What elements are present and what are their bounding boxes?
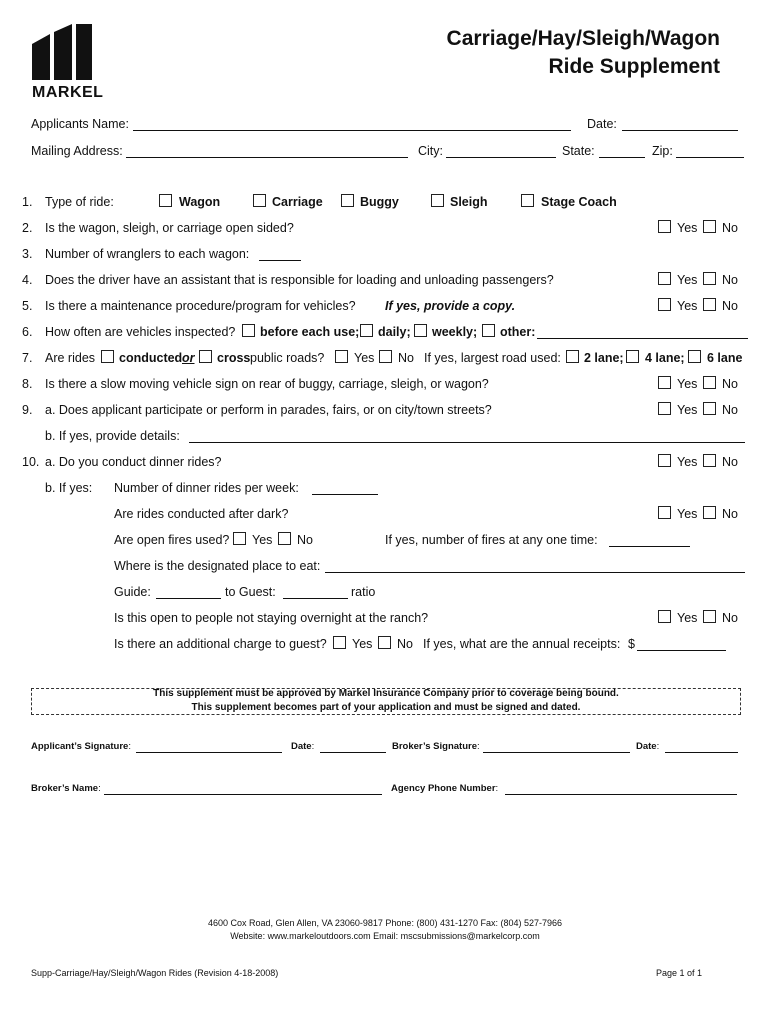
mailing-address-label: Mailing Address: bbox=[31, 144, 123, 158]
q8-number: 8. bbox=[22, 377, 33, 391]
q7-or-label: or bbox=[182, 351, 195, 365]
q7-yes-label: Yes bbox=[354, 351, 375, 365]
q10b-guide-field[interactable] bbox=[156, 598, 221, 599]
q7-no-label: No bbox=[398, 351, 414, 365]
form-title-line2: Ride Supplement bbox=[548, 55, 720, 78]
q10b-fires-yes-checkbox[interactable] bbox=[233, 532, 246, 545]
broker-name-field[interactable] bbox=[104, 794, 382, 795]
notice-line1: This supplement must be approved by Markel Insurance Company prior to coverage being bound. bbox=[153, 688, 619, 699]
q10b-per-week-field[interactable] bbox=[312, 494, 378, 495]
q6-daily-label: daily; bbox=[378, 325, 411, 339]
q6-other-checkbox[interactable] bbox=[482, 324, 495, 337]
q10b-charge-yes-checkbox[interactable] bbox=[333, 636, 346, 649]
q10b-after-dark-yes-checkbox[interactable] bbox=[658, 506, 671, 519]
state-label: State: bbox=[562, 144, 595, 158]
agency-phone-label: Agency Phone Number: bbox=[391, 783, 499, 794]
q1-buggy-checkbox[interactable] bbox=[341, 194, 354, 207]
q6-before-each-use-label: before each use; bbox=[260, 325, 360, 339]
q6-daily-checkbox[interactable] bbox=[360, 324, 373, 337]
q7-yes-checkbox[interactable] bbox=[335, 350, 348, 363]
q1-sleigh-checkbox[interactable] bbox=[431, 194, 444, 207]
markel-logo-mark bbox=[32, 24, 94, 80]
q10b-guide-label: Guide: bbox=[114, 585, 151, 599]
q10b-fires-no-checkbox[interactable] bbox=[278, 532, 291, 545]
mailing-address-field[interactable] bbox=[126, 157, 408, 158]
q10b-ratio-label: ratio bbox=[351, 585, 376, 599]
q6-weekly-checkbox[interactable] bbox=[414, 324, 427, 337]
q9a-text: a. Does applicant participate or perform in parades, fairs, or on city/town streets? bbox=[45, 403, 492, 417]
q1-carriage-checkbox[interactable] bbox=[253, 194, 266, 207]
form-title-line1: Carriage/Hay/Sleigh/Wagon bbox=[446, 27, 720, 50]
q6-weekly-label: weekly; bbox=[432, 325, 478, 339]
q7-4-lane-checkbox[interactable] bbox=[626, 350, 639, 363]
q3-wranglers-field[interactable] bbox=[259, 260, 301, 261]
q10b-open-people-no-label: No bbox=[722, 611, 738, 625]
footer-form-id: Supp-Carriage/Hay/Sleigh/Wagon Rides (Revision 4-18-2008) bbox=[31, 968, 279, 978]
q10b-receipts-field[interactable] bbox=[637, 650, 726, 651]
q10b-guest-field[interactable] bbox=[283, 598, 348, 599]
q5-text: Is there a maintenance procedure/program for vehicles? bbox=[45, 299, 356, 313]
q1-stage-coach-label: Stage Coach bbox=[541, 195, 617, 209]
q7-2-lane-label: 2 lane; bbox=[584, 351, 624, 365]
q10b-after-dark-label: Are rides conducted after dark? bbox=[114, 507, 289, 521]
q4-no-checkbox[interactable] bbox=[703, 272, 716, 285]
zip-field[interactable] bbox=[676, 157, 744, 158]
q10b-open-people-label: Is this open to people not staying overnight at the ranch? bbox=[114, 611, 429, 625]
q6-other-field[interactable] bbox=[537, 338, 748, 339]
q10b-label: b. If yes: bbox=[45, 481, 93, 495]
q8-text: Is there a slow moving vehicle sign on rear of buggy, carriage, sleigh, or wagon? bbox=[45, 377, 489, 391]
q10a-no-label: No bbox=[722, 455, 738, 469]
date-label: Date: bbox=[587, 117, 617, 131]
q9b-details-field[interactable] bbox=[189, 442, 745, 443]
q6-before-each-use-checkbox[interactable] bbox=[242, 324, 255, 337]
q4-no-label: No bbox=[722, 273, 738, 287]
q10b-dollar-sign: $ bbox=[628, 637, 635, 651]
q5-no-checkbox[interactable] bbox=[703, 298, 716, 311]
q8-no-checkbox[interactable] bbox=[703, 376, 716, 389]
q8-no-label: No bbox=[722, 377, 738, 391]
q2-no-label: No bbox=[722, 221, 738, 235]
q5-number: 5. bbox=[22, 299, 33, 313]
q9-number: 9. bbox=[22, 403, 33, 417]
q8-yes-checkbox[interactable] bbox=[658, 376, 671, 389]
q5-yes-label: Yes bbox=[677, 299, 698, 313]
q10b-after-dark-no-label: No bbox=[722, 507, 738, 521]
applicant-date-label: Date: bbox=[291, 741, 315, 752]
q10b-open-people-yes-label: Yes bbox=[677, 611, 698, 625]
q7-4-lane-label: 4 lane; bbox=[645, 351, 685, 365]
q5-note: If yes, provide a copy. bbox=[385, 299, 516, 313]
applicant-date-field[interactable] bbox=[320, 752, 386, 753]
q9a-yes-label: Yes bbox=[677, 403, 698, 417]
q2-yes-checkbox[interactable] bbox=[658, 220, 671, 233]
q2-text: Is the wagon, sleigh, or carriage open sided? bbox=[45, 221, 294, 235]
q1-wagon-checkbox[interactable] bbox=[159, 194, 172, 207]
q5-yes-checkbox[interactable] bbox=[658, 298, 671, 311]
state-field[interactable] bbox=[599, 157, 645, 158]
broker-date-field[interactable] bbox=[665, 752, 738, 753]
q10a-no-checkbox[interactable] bbox=[703, 454, 716, 467]
q6-text: How often are vehicles inspected? bbox=[45, 325, 236, 339]
q7-number: 7. bbox=[22, 351, 33, 365]
q10b-per-week-label: Number of dinner rides per week: bbox=[114, 481, 299, 495]
q10b-fires-num-field[interactable] bbox=[609, 546, 690, 547]
q7-text: Are rides bbox=[45, 351, 96, 365]
applicant-signature-field[interactable] bbox=[136, 752, 282, 753]
applicant-name-field[interactable] bbox=[133, 130, 571, 131]
broker-signature-label: Broker’s Signature: bbox=[392, 741, 480, 752]
q10b-receipts-label: If yes, what are the annual receipts: bbox=[423, 637, 621, 651]
q7-largest-road-label: If yes, largest road used: bbox=[424, 351, 561, 365]
q10b-open-people-no-checkbox[interactable] bbox=[703, 610, 716, 623]
applicant-name-label: Applicants Name: bbox=[31, 117, 129, 131]
agency-phone-field[interactable] bbox=[505, 794, 737, 795]
q3-number: 3. bbox=[22, 247, 33, 261]
q7-no-checkbox[interactable] bbox=[379, 350, 392, 363]
q2-yes-label: Yes bbox=[677, 221, 698, 235]
q10b-charge-no-checkbox[interactable] bbox=[378, 636, 391, 649]
q1-text: Type of ride: bbox=[45, 195, 114, 209]
q7-public-roads-label: public roads? bbox=[250, 351, 325, 365]
q7-6-lane-checkbox[interactable] bbox=[688, 350, 701, 363]
q9b-text: b. If yes, provide details: bbox=[45, 429, 180, 443]
q1-number: 1. bbox=[22, 195, 33, 209]
footer-page-number: Page 1 of 1 bbox=[656, 968, 703, 978]
notice-line2: This supplement becomes part of your application and must be signed and dated. bbox=[191, 702, 581, 713]
q10a-yes-checkbox[interactable] bbox=[658, 454, 671, 467]
broker-date-label: Date: bbox=[636, 741, 660, 752]
q2-number: 2. bbox=[22, 221, 33, 235]
q10a-text: a. Do you conduct dinner rides? bbox=[45, 455, 222, 469]
applicant-signature-label: Applicant’s Signature: bbox=[31, 741, 131, 752]
q10b-fires-num-label: If yes, number of fires at any one time: bbox=[385, 533, 598, 547]
q6-number: 6. bbox=[22, 325, 33, 339]
q10b-fires-yes-label: Yes bbox=[252, 533, 273, 547]
q7-6-lane-label: 6 lane bbox=[707, 351, 743, 365]
q9a-yes-checkbox[interactable] bbox=[658, 402, 671, 415]
footer-web: Website: www.markeloutdoors.com Email: mscsubmissions@markelcorp.com bbox=[230, 931, 540, 941]
q1-sleigh-label: Sleigh bbox=[450, 195, 488, 209]
q7-conducted-checkbox[interactable] bbox=[101, 350, 114, 363]
city-label: City: bbox=[418, 144, 443, 158]
q4-yes-label: Yes bbox=[677, 273, 698, 287]
q8-yes-label: Yes bbox=[677, 377, 698, 391]
q7-conducted-label: conducted bbox=[119, 351, 183, 365]
q1-stage-coach-checkbox[interactable] bbox=[521, 194, 534, 207]
q3-text: Number of wranglers to each wagon: bbox=[45, 247, 250, 261]
broker-name-label: Broker’s Name: bbox=[31, 783, 101, 794]
broker-signature-field[interactable] bbox=[483, 752, 630, 753]
q4-text: Does the driver have an assistant that is responsible for loading and unloading passengers? bbox=[45, 273, 554, 287]
q10b-place-field[interactable] bbox=[325, 572, 745, 573]
q4-number: 4. bbox=[22, 273, 33, 287]
logo-text: MARKEL bbox=[32, 84, 104, 101]
q9a-no-checkbox[interactable] bbox=[703, 402, 716, 415]
q10b-fires-no-label: No bbox=[297, 533, 313, 547]
q6-other-label: other: bbox=[500, 325, 536, 339]
q10a-yes-label: Yes bbox=[677, 455, 698, 469]
q10b-charge-label: Is there an additional charge to guest? bbox=[114, 637, 327, 651]
q4-yes-checkbox[interactable] bbox=[658, 272, 671, 285]
q2-no-checkbox[interactable] bbox=[703, 220, 716, 233]
q9a-no-label: No bbox=[722, 403, 738, 417]
q10b-after-dark-yes-label: Yes bbox=[677, 507, 698, 521]
q10b-open-people-yes-checkbox[interactable] bbox=[658, 610, 671, 623]
q10b-charge-yes-label: Yes bbox=[352, 637, 373, 651]
q10b-after-dark-no-checkbox[interactable] bbox=[703, 506, 716, 519]
zip-label: Zip: bbox=[652, 144, 673, 158]
date-field[interactable] bbox=[622, 130, 738, 131]
q10-number: 10. bbox=[22, 455, 40, 469]
q1-wagon-label: Wagon bbox=[179, 195, 221, 209]
q7-cross-label: cross bbox=[217, 351, 251, 365]
q5-no-label: No bbox=[722, 299, 738, 313]
q1-buggy-label: Buggy bbox=[360, 195, 399, 209]
q7-cross-checkbox[interactable] bbox=[199, 350, 212, 363]
q10b-fires-label: Are open fires used? bbox=[114, 533, 230, 547]
q10b-charge-no-label: No bbox=[397, 637, 413, 651]
q1-carriage-label: Carriage bbox=[272, 195, 323, 209]
footer-address: 4600 Cox Road, Glen Allen, VA 23060-9817 Phone: (800) 431-1270 Fax: (804) 527-7966 bbox=[207, 918, 563, 928]
q10b-place-label: Where is the designated place to eat: bbox=[114, 559, 321, 573]
city-field[interactable] bbox=[446, 157, 556, 158]
q7-2-lane-checkbox[interactable] bbox=[566, 350, 579, 363]
q10b-to-guest-label: to Guest: bbox=[225, 585, 276, 599]
